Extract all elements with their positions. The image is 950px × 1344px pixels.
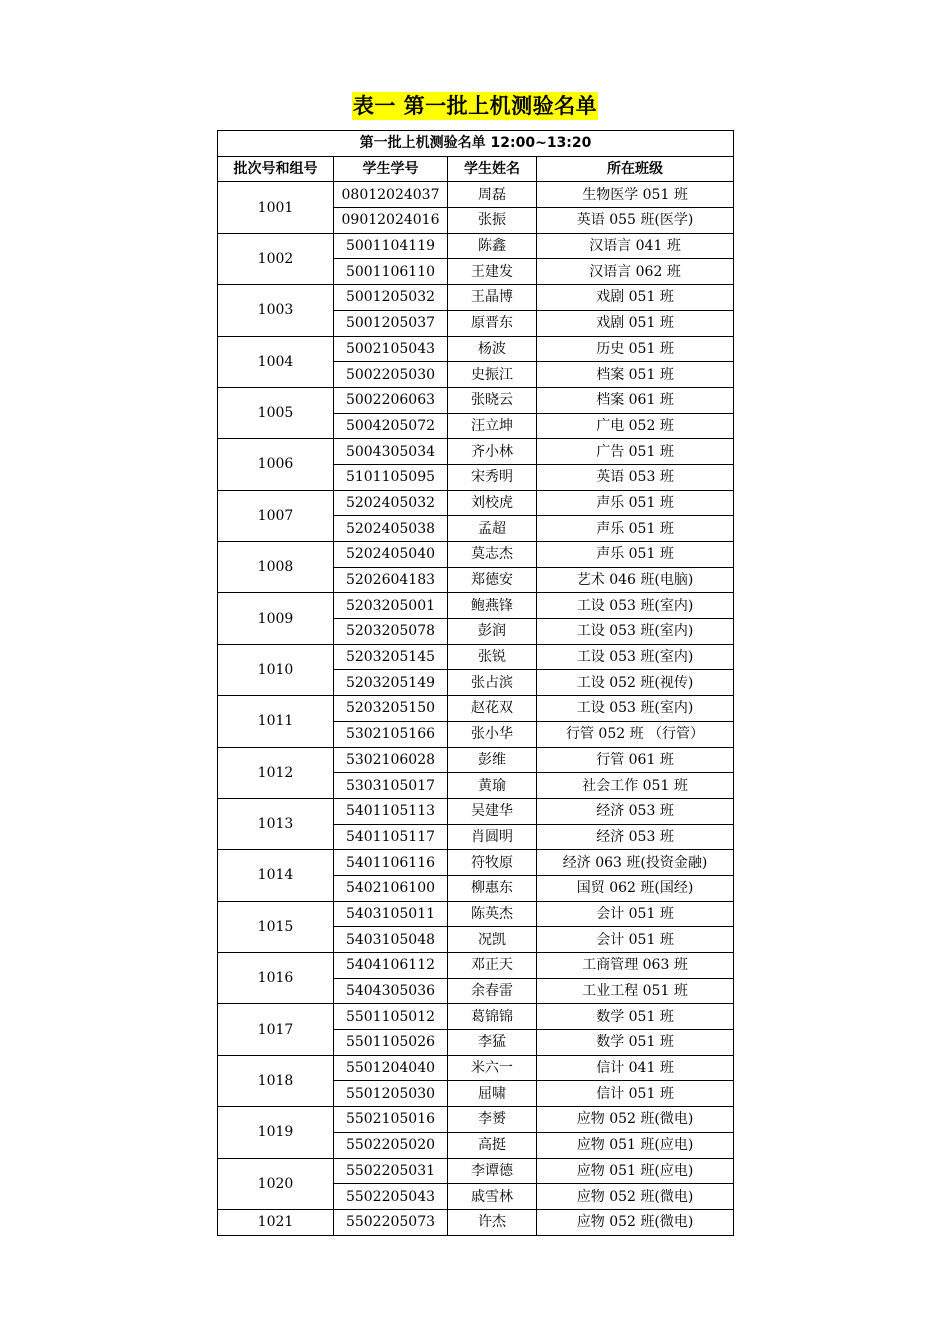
table-row (218, 542, 734, 568)
student-name-cell: 米六一 (448, 1055, 537, 1081)
student-name-cell: 宋秀明 (448, 464, 537, 490)
table-row (218, 387, 734, 413)
class-cell: 戏剧 051 班 (537, 310, 734, 336)
table-row (218, 1055, 734, 1081)
group-number-cell: 1007 (218, 490, 334, 541)
group-number-cell: 1020 (218, 1158, 334, 1209)
student-id-cell: 5302105166 (334, 721, 448, 747)
student-name-cell: 王晶博 (448, 285, 537, 311)
student-name-cell: 史振江 (448, 362, 537, 388)
student-id-cell: 5502105016 (334, 1107, 448, 1133)
student-id-cell: 5002205030 (334, 362, 448, 388)
student-id-cell: 5404106112 (334, 953, 448, 979)
student-id-cell: 5303105017 (334, 773, 448, 799)
student-id-cell: 5001104119 (334, 233, 448, 259)
table-row (218, 1158, 734, 1184)
student-id-cell: 5401106116 (334, 850, 448, 876)
student-name-cell: 张锐 (448, 644, 537, 670)
class-cell: 戏剧 051 班 (537, 285, 734, 311)
class-cell: 英语 053 班 (537, 464, 734, 490)
caption-row (218, 131, 734, 157)
student-name-cell: 周磊 (448, 182, 537, 208)
table-row (218, 593, 734, 619)
class-cell: 行管 061 班 (537, 747, 734, 773)
student-name-cell: 张占滨 (448, 670, 537, 696)
class-cell: 历史 051 班 (537, 336, 734, 362)
student-id-cell: 5004305034 (334, 439, 448, 465)
table-row (218, 953, 734, 979)
group-number-cell: 1002 (218, 233, 334, 284)
student-id-cell: 5501205030 (334, 1081, 448, 1107)
student-id-cell: 5101105095 (334, 464, 448, 490)
table-row (218, 696, 734, 722)
table-row (218, 439, 734, 465)
student-name-cell: 高挺 (448, 1132, 537, 1158)
group-number-cell: 1003 (218, 285, 334, 336)
student-id-cell: 5203205078 (334, 619, 448, 645)
student-id-cell: 08012024037 (334, 182, 448, 208)
student-id-cell: 5401105113 (334, 798, 448, 824)
document-title: 表一 第一批上机测验名单 (352, 94, 598, 118)
student-id-cell: 5203205149 (334, 670, 448, 696)
student-id-cell: 5001106110 (334, 259, 448, 285)
group-number-cell: 1019 (218, 1107, 334, 1158)
student-name-cell: 莫志杰 (448, 542, 537, 568)
class-cell: 经济 053 班 (537, 824, 734, 850)
student-name-cell: 余春雷 (448, 978, 537, 1004)
header-group: 批次号和组号 (218, 156, 334, 182)
group-number-cell: 1021 (218, 1209, 334, 1235)
class-cell: 广电 052 班 (537, 413, 734, 439)
group-number-cell: 1018 (218, 1055, 334, 1106)
class-cell: 经济 053 班 (537, 798, 734, 824)
header-student-name: 学生姓名 (448, 156, 537, 182)
table-row (218, 233, 734, 259)
student-id-cell: 5501105012 (334, 1004, 448, 1030)
class-cell: 艺术 046 班(电脑) (537, 567, 734, 593)
student-name-cell: 郑德安 (448, 567, 537, 593)
class-cell: 档案 051 班 (537, 362, 734, 388)
class-cell: 信计 051 班 (537, 1081, 734, 1107)
class-cell: 工设 052 班(视传) (537, 670, 734, 696)
table-row (218, 336, 734, 362)
student-id-cell: 5302106028 (334, 747, 448, 773)
table-row (218, 850, 734, 876)
student-name-cell: 王建发 (448, 259, 537, 285)
student-id-cell: 5401105117 (334, 824, 448, 850)
student-name-cell: 戚雪林 (448, 1184, 537, 1210)
group-number-cell: 1011 (218, 696, 334, 747)
table-row (218, 285, 734, 311)
class-cell: 应物 052 班(微电) (537, 1209, 734, 1235)
class-cell: 社会工作 051 班 (537, 773, 734, 799)
student-name-cell: 张振 (448, 208, 537, 234)
student-id-cell: 5202604183 (334, 567, 448, 593)
class-cell: 经济 063 班(投资金融) (537, 850, 734, 876)
table-row (218, 182, 734, 208)
student-name-cell: 黄瑜 (448, 773, 537, 799)
student-name-cell: 陈英杰 (448, 901, 537, 927)
student-name-cell: 肖圆明 (448, 824, 537, 850)
student-id-cell: 5203205001 (334, 593, 448, 619)
class-cell: 数学 051 班 (537, 1030, 734, 1056)
student-id-cell: 5001205032 (334, 285, 448, 311)
student-name-cell: 李猛 (448, 1030, 537, 1056)
student-name-cell: 彭维 (448, 747, 537, 773)
student-id-cell: 5501204040 (334, 1055, 448, 1081)
student-name-cell: 陈鑫 (448, 233, 537, 259)
student-id-cell: 5202405032 (334, 490, 448, 516)
table-row (218, 747, 734, 773)
table-row (218, 1004, 734, 1030)
group-number-cell: 1010 (218, 644, 334, 695)
class-cell: 档案 061 班 (537, 387, 734, 413)
student-id-cell: 5404305036 (334, 978, 448, 1004)
class-cell: 国贸 062 班(国经) (537, 875, 734, 901)
student-name-cell: 葛锦锦 (448, 1004, 537, 1030)
class-cell: 生物医学 051 班 (537, 182, 734, 208)
student-name-cell: 齐小林 (448, 439, 537, 465)
student-id-cell: 5202405038 (334, 516, 448, 542)
student-name-cell: 柳惠东 (448, 875, 537, 901)
group-number-cell: 1012 (218, 747, 334, 798)
group-number-cell: 1013 (218, 798, 334, 849)
class-cell: 声乐 051 班 (537, 542, 734, 568)
student-name-cell: 汪立坤 (448, 413, 537, 439)
class-cell: 工设 053 班(室内) (537, 593, 734, 619)
student-name-cell: 张晓云 (448, 387, 537, 413)
student-name-cell: 原晋东 (448, 310, 537, 336)
class-cell: 会计 051 班 (537, 927, 734, 953)
student-name-cell: 许杰 (448, 1209, 537, 1235)
student-name-cell: 杨波 (448, 336, 537, 362)
table-row (218, 798, 734, 824)
group-number-cell: 1016 (218, 953, 334, 1004)
student-id-cell: 5002206063 (334, 387, 448, 413)
student-name-cell: 李谭德 (448, 1158, 537, 1184)
student-id-cell: 09012024016 (334, 208, 448, 234)
class-cell: 行管 052 班 （行管） (537, 721, 734, 747)
student-id-cell: 5402106100 (334, 875, 448, 901)
class-cell: 英语 055 班(医学) (537, 208, 734, 234)
student-name-cell: 李赟 (448, 1107, 537, 1133)
student-id-cell: 5203205145 (334, 644, 448, 670)
group-number-cell: 1008 (218, 542, 334, 593)
table-body (218, 182, 734, 1235)
student-name-cell: 邓正天 (448, 953, 537, 979)
student-name-cell: 屈啸 (448, 1081, 537, 1107)
student-id-cell: 5202405040 (334, 542, 448, 568)
header-student-id: 学生学号 (334, 156, 448, 182)
group-number-cell: 1015 (218, 901, 334, 952)
header-row (218, 156, 734, 182)
class-cell: 应物 052 班(微电) (537, 1184, 734, 1210)
class-cell: 声乐 051 班 (537, 490, 734, 516)
class-cell: 应物 051 班(应电) (537, 1132, 734, 1158)
student-name-cell: 刘校虎 (448, 490, 537, 516)
student-name-cell: 彭润 (448, 619, 537, 645)
student-id-cell: 5403105011 (334, 901, 448, 927)
class-cell: 应物 051 班(应电) (537, 1158, 734, 1184)
student-roster-table (217, 130, 734, 1236)
student-id-cell: 5502205073 (334, 1209, 448, 1235)
group-number-cell: 1006 (218, 439, 334, 490)
group-number-cell: 1017 (218, 1004, 334, 1055)
student-id-cell: 5502205031 (334, 1158, 448, 1184)
class-cell: 汉语言 041 班 (537, 233, 734, 259)
header-class: 所在班级 (537, 156, 734, 182)
student-id-cell: 5502205020 (334, 1132, 448, 1158)
table-caption: 第一批上机测验名单 12:00~13:20 (218, 131, 734, 157)
student-id-cell: 5501105026 (334, 1030, 448, 1056)
student-name-cell: 吴建华 (448, 798, 537, 824)
student-name-cell: 符牧原 (448, 850, 537, 876)
group-number-cell: 1014 (218, 850, 334, 901)
class-cell: 工商管理 063 班 (537, 953, 734, 979)
class-cell: 汉语言 062 班 (537, 259, 734, 285)
student-name-cell: 况凯 (448, 927, 537, 953)
student-id-cell: 5203205150 (334, 696, 448, 722)
class-cell: 会计 051 班 (537, 901, 734, 927)
student-id-cell: 5004205072 (334, 413, 448, 439)
student-id-cell: 5502205043 (334, 1184, 448, 1210)
group-number-cell: 1005 (218, 387, 334, 438)
student-id-cell: 5001205037 (334, 310, 448, 336)
table-row (218, 644, 734, 670)
class-cell: 声乐 051 班 (537, 516, 734, 542)
student-name-cell: 赵花双 (448, 696, 537, 722)
class-cell: 应物 052 班(微电) (537, 1107, 734, 1133)
student-name-cell: 孟超 (448, 516, 537, 542)
student-id-cell: 5002105043 (334, 336, 448, 362)
title-container (0, 92, 950, 120)
class-cell: 工业工程 051 班 (537, 978, 734, 1004)
student-name-cell: 张小华 (448, 721, 537, 747)
group-number-cell: 1001 (218, 182, 334, 233)
class-cell: 数学 051 班 (537, 1004, 734, 1030)
student-name-cell: 鲍燕锋 (448, 593, 537, 619)
class-cell: 信计 041 班 (537, 1055, 734, 1081)
student-id-cell: 5403105048 (334, 927, 448, 953)
class-cell: 广告 051 班 (537, 439, 734, 465)
table-row (218, 1107, 734, 1133)
table-row (218, 1209, 734, 1235)
group-number-cell: 1009 (218, 593, 334, 644)
class-cell: 工设 053 班(室内) (537, 696, 734, 722)
class-cell: 工设 053 班(室内) (537, 644, 734, 670)
group-number-cell: 1004 (218, 336, 334, 387)
class-cell: 工设 053 班(室内) (537, 619, 734, 645)
table-row (218, 490, 734, 516)
table-row (218, 901, 734, 927)
